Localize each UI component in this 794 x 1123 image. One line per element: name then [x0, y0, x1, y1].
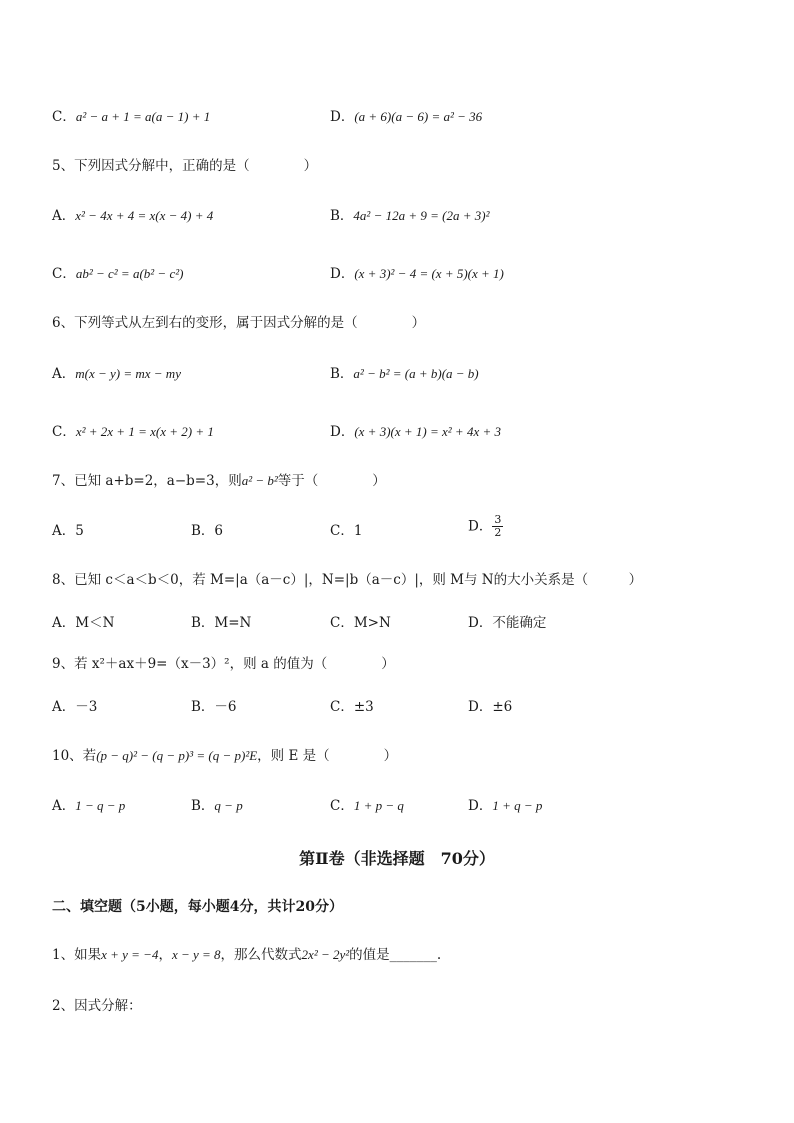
part-ii-title: 第Ⅱ卷（非选择题 70分） [299, 849, 495, 868]
q10-option-c[interactable]: C．1 + p − q [330, 798, 404, 814]
q6-option-a[interactable]: A．m(x − y) = mx − my [52, 366, 181, 382]
q5-stem: 5、下列因式分解中，正确的是（ ） [52, 158, 318, 174]
q10-stem: 10、若(p − q)² − (q − p)³ = (q − p)²E，则 E 是（ ） [52, 748, 398, 764]
q6-option-b[interactable]: B．a² − b² = (a + b)(a − b) [330, 366, 479, 382]
q7-option-d[interactable]: D． $\frac{3}{2}$ [468, 513, 502, 539]
q5-option-a[interactable]: A．x² − 4x + 4 = x(x − 4) + 4 [52, 208, 214, 224]
q8-option-b[interactable]: B．M=N [191, 615, 252, 631]
q7-option-a[interactable]: A．5 [52, 523, 84, 539]
q8-option-d[interactable]: D．不能确定 [468, 615, 547, 631]
q6-option-c[interactable]: C．x² + 2x + 1 = x(x + 2) + 1 [52, 424, 214, 440]
q5-option-c[interactable]: C．ab² − c² = a(b² − c²) [52, 266, 184, 282]
q7-stem: 7、已知 a+b=2，a−b=3，则a² − b²等于（ ） [52, 473, 386, 489]
q5-option-b[interactable]: B．4a² − 12a + 9 = (2a + 3)² [330, 208, 490, 224]
q9-option-d[interactable]: D．±6 [468, 699, 513, 715]
section-fill-in-title: 二、填空题（5小题，每小题4分，共计20分） [52, 899, 343, 915]
q9-option-a[interactable]: A．－3 [52, 699, 98, 715]
q10-option-d[interactable]: D．1 + q − p [468, 798, 543, 814]
q9-option-c[interactable]: C．±3 [330, 699, 374, 715]
q6-option-d[interactable]: D．(x + 3)(x + 1) = x² + 4x + 3 [330, 424, 501, 440]
q8-stem: 8、已知 c＜a＜b＜0，若 M=|a（a－c）|，N=|b（a－c）|，则 M与 N的大小关系是（ ） [52, 572, 643, 588]
q7-option-c[interactable]: C．1 [330, 523, 363, 539]
fill-in-question-1: 1、如果x + y = −4，x − y = 8，那么代数式2x² − 2y²的值是_______. [52, 947, 442, 963]
q8-option-c[interactable]: C．M>N [330, 615, 391, 631]
q6-stem: 6、下列等式从左到右的变形，属于因式分解的是（ ） [52, 315, 426, 331]
q4-option-d[interactable]: D．(a + 6)(a − 6) = a² − 36 [330, 109, 483, 125]
q5-option-d[interactable]: D．(x + 3)² − 4 = (x + 5)(x + 1) [330, 266, 504, 282]
fill-in-question-2: 2、因式分解： [52, 998, 142, 1014]
q10-option-a[interactable]: A．1 − q − p [52, 798, 126, 814]
q9-option-b[interactable]: B．－6 [191, 699, 237, 715]
q8-option-a[interactable]: A．M＜N [52, 615, 115, 631]
fraction: $\frac{3}{2}$ [494, 513, 502, 539]
q7-option-b[interactable]: B．6 [191, 523, 224, 539]
q4-option-c[interactable]: C．a² − a + 1 = a(a − 1) + 1 [52, 109, 211, 125]
q10-option-b[interactable]: B．q − p [191, 798, 243, 814]
q9-stem: 9、若 x²＋ax＋9=（x－3）²，则 a 的值为（ ） [52, 656, 395, 672]
